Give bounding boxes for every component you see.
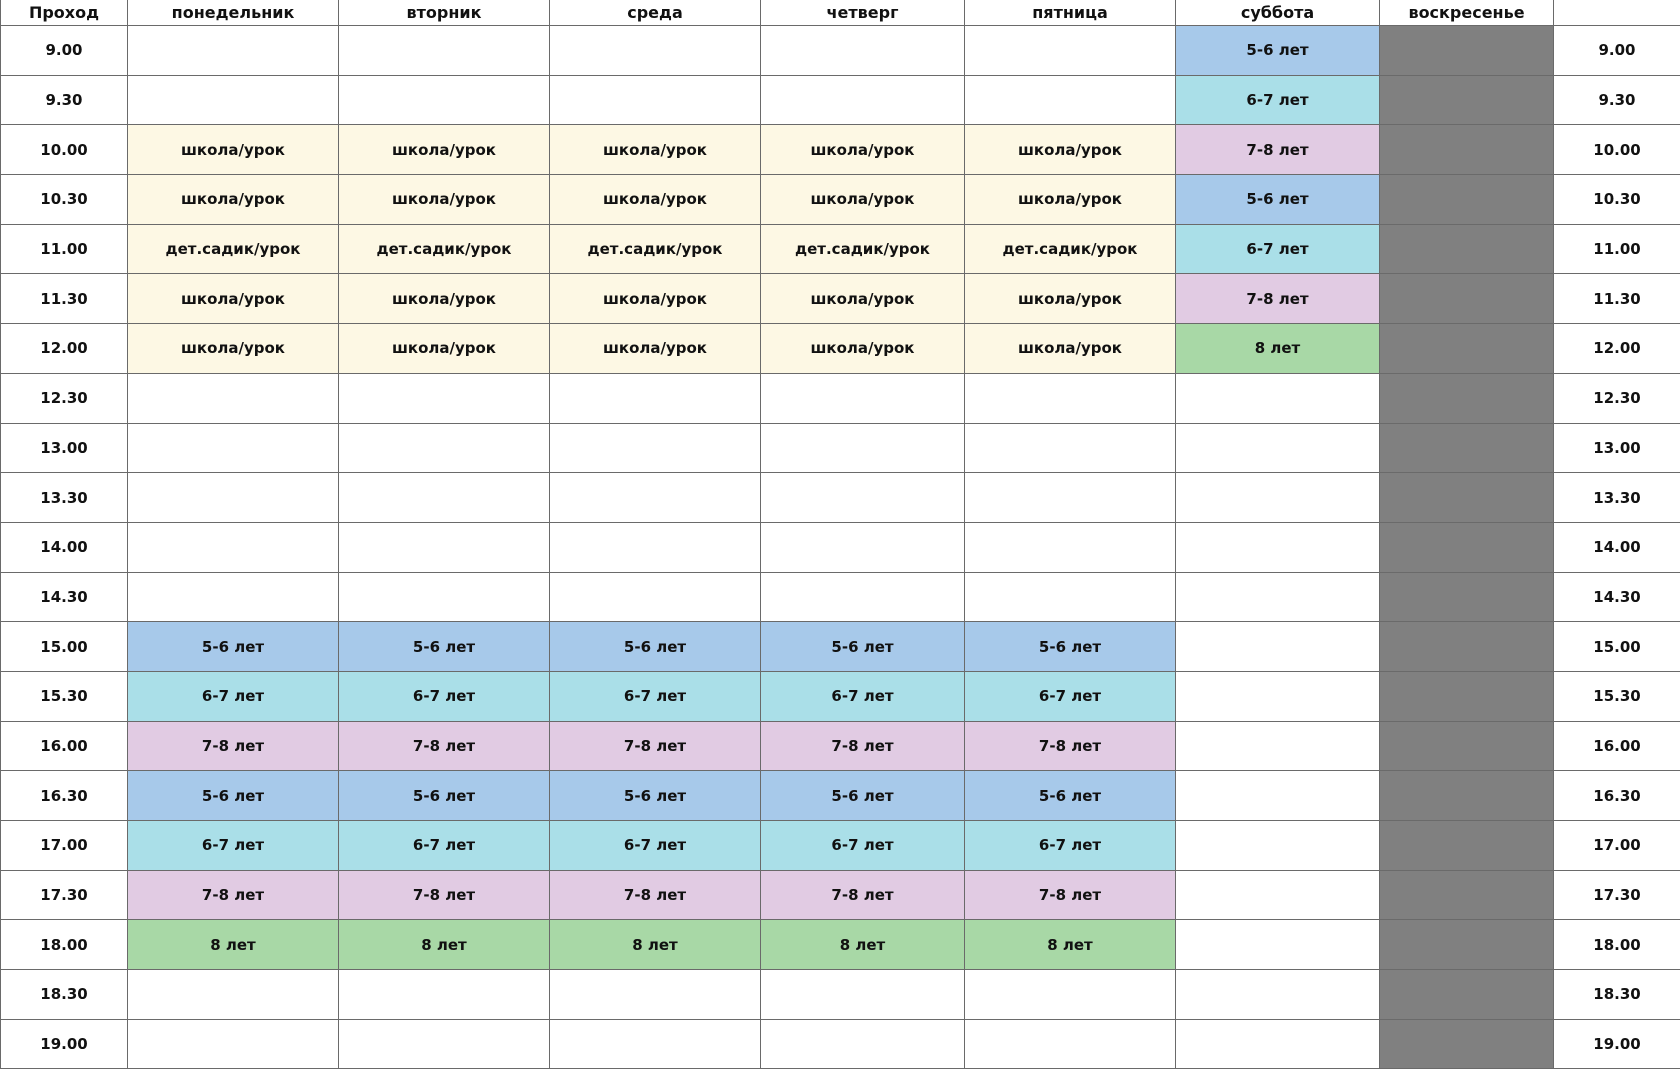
slot-cell-saturday[interactable] (1176, 671, 1380, 721)
slot-cell-tuesday[interactable] (339, 1019, 550, 1069)
slot-cell-saturday[interactable] (1176, 970, 1380, 1020)
slot-cell-thursday[interactable] (761, 473, 965, 523)
schedule-row (1, 970, 1680, 1020)
slot-cell-tuesday[interactable] (339, 26, 550, 76)
slot-cell-wednesday[interactable] (550, 75, 761, 125)
schedule-row (1, 771, 1680, 821)
slot-cell-thursday[interactable] (761, 572, 965, 622)
slot-cell-friday[interactable]: дет.садик/урок (965, 224, 1176, 274)
slot-cell-friday[interactable] (965, 26, 1176, 76)
slot-cell-monday[interactable] (128, 522, 339, 572)
slot-cell-monday[interactable] (128, 1019, 339, 1069)
time-cell-right[interactable]: 11.30 (1554, 274, 1680, 324)
schedule-row (1, 274, 1680, 324)
slot-cell-friday[interactable]: школа/урок (965, 324, 1176, 374)
slot-cell-thursday[interactable]: 7-8 лет (761, 721, 965, 771)
slot-cell-saturday[interactable]: 6-7 лет (1176, 224, 1380, 274)
schedule-row (1, 821, 1680, 871)
slot-cell-tuesday[interactable]: школа/урок (339, 324, 550, 374)
slot-cell-monday[interactable]: школа/урок (128, 274, 339, 324)
time-cell-right[interactable]: 18.00 (1554, 920, 1680, 970)
slot-cell-tuesday[interactable]: дет.садик/урок (339, 224, 550, 274)
schedule-row (1, 26, 1680, 76)
time-cell[interactable]: 16.00 (1, 721, 128, 771)
slot-cell-thursday[interactable] (761, 423, 965, 473)
slot-cell-wednesday[interactable] (550, 26, 761, 76)
slot-cell-sunday[interactable] (1380, 970, 1554, 1020)
schedule-row (1, 572, 1680, 622)
slot-cell-friday[interactable]: 6-7 лет (965, 821, 1176, 871)
time-cell[interactable]: 15.00 (1, 622, 128, 672)
slot-cell-monday[interactable]: 7-8 лет (128, 721, 339, 771)
slot-cell-monday[interactable] (128, 970, 339, 1020)
slot-cell-wednesday[interactable]: школа/урок (550, 125, 761, 175)
schedule-row (1, 224, 1680, 274)
slot-cell-saturday[interactable]: 7-8 лет (1176, 125, 1380, 175)
slot-cell-thursday[interactable]: школа/урок (761, 274, 965, 324)
slot-cell-friday[interactable]: 5-6 лет (965, 622, 1176, 672)
slot-cell-wednesday[interactable]: 6-7 лет (550, 671, 761, 721)
slot-cell-monday[interactable]: школа/урок (128, 324, 339, 374)
time-cell-right[interactable]: 14.00 (1554, 522, 1680, 572)
slot-cell-monday[interactable] (128, 373, 339, 423)
slot-cell-saturday[interactable] (1176, 522, 1380, 572)
schedule-row (1, 1019, 1680, 1069)
slot-cell-saturday[interactable] (1176, 771, 1380, 821)
slot-cell-thursday[interactable] (761, 1019, 965, 1069)
slot-cell-saturday[interactable] (1176, 572, 1380, 622)
time-cell[interactable]: 18.30 (1, 970, 128, 1020)
slot-cell-saturday[interactable]: 5-6 лет (1176, 26, 1380, 76)
time-cell[interactable]: 12.30 (1, 373, 128, 423)
slot-cell-monday[interactable]: 5-6 лет (128, 622, 339, 672)
time-cell[interactable]: 17.00 (1, 821, 128, 871)
slot-cell-friday[interactable]: 8 лет (965, 920, 1176, 970)
slot-cell-friday[interactable] (965, 423, 1176, 473)
slot-cell-saturday[interactable] (1176, 423, 1380, 473)
slot-cell-thursday[interactable]: школа/урок (761, 175, 965, 225)
time-cell-right[interactable]: 12.00 (1554, 324, 1680, 374)
schedule-row (1, 473, 1680, 523)
time-cell[interactable]: 13.00 (1, 423, 128, 473)
slot-cell-monday[interactable]: 6-7 лет (128, 671, 339, 721)
time-cell[interactable]: 10.30 (1, 175, 128, 225)
slot-cell-monday[interactable]: школа/урок (128, 175, 339, 225)
schedule-row (1, 522, 1680, 572)
slot-cell-tuesday[interactable] (339, 423, 550, 473)
schedule-row (1, 125, 1680, 175)
slot-cell-sunday[interactable] (1380, 721, 1554, 771)
slot-cell-friday[interactable] (965, 1019, 1176, 1069)
slot-cell-wednesday[interactable] (550, 572, 761, 622)
slot-cell-tuesday[interactable] (339, 75, 550, 125)
slot-cell-monday[interactable] (128, 473, 339, 523)
slot-cell-friday[interactable]: школа/урок (965, 175, 1176, 225)
slot-cell-tuesday[interactable]: школа/урок (339, 125, 550, 175)
slot-cell-monday[interactable] (128, 572, 339, 622)
slot-cell-tuesday[interactable]: 5-6 лет (339, 622, 550, 672)
slot-cell-wednesday[interactable]: школа/урок (550, 175, 761, 225)
slot-cell-monday[interactable]: 5-6 лет (128, 771, 339, 821)
slot-cell-saturday[interactable]: 7-8 лет (1176, 274, 1380, 324)
day-header-wednesday[interactable]: среда (550, 0, 761, 26)
schedule-row (1, 324, 1680, 374)
slot-cell-saturday[interactable]: 8 лет (1176, 324, 1380, 374)
slot-cell-saturday[interactable] (1176, 920, 1380, 970)
slot-cell-thursday[interactable] (761, 75, 965, 125)
slot-cell-thursday[interactable]: школа/урок (761, 125, 965, 175)
slot-cell-sunday[interactable] (1380, 26, 1554, 76)
time-cell[interactable]: 11.00 (1, 224, 128, 274)
time-cell[interactable]: 9.30 (1, 75, 128, 125)
time-cell-right[interactable]: 9.00 (1554, 26, 1680, 76)
slot-cell-wednesday[interactable] (550, 473, 761, 523)
time-cell-right[interactable]: 14.30 (1554, 572, 1680, 622)
schedule-row (1, 373, 1680, 423)
slot-cell-tuesday[interactable] (339, 572, 550, 622)
time-cell-right[interactable]: 17.30 (1554, 870, 1680, 920)
schedule-row (1, 622, 1680, 672)
slot-cell-sunday[interactable] (1380, 324, 1554, 374)
slot-cell-friday[interactable]: 5-6 лет (965, 771, 1176, 821)
time-cell-right[interactable]: 16.30 (1554, 771, 1680, 821)
slot-cell-sunday[interactable] (1380, 473, 1554, 523)
slot-cell-wednesday[interactable] (550, 1019, 761, 1069)
slot-cell-tuesday[interactable] (339, 373, 550, 423)
time-cell-right[interactable]: 13.00 (1554, 423, 1680, 473)
slot-cell-friday[interactable]: 7-8 лет (965, 870, 1176, 920)
slot-cell-thursday[interactable]: 5-6 лет (761, 771, 965, 821)
time-cell[interactable]: 14.30 (1, 572, 128, 622)
schedule-row (1, 870, 1680, 920)
schedule-row (1, 671, 1680, 721)
slot-cell-wednesday[interactable] (550, 423, 761, 473)
slot-cell-wednesday[interactable] (550, 373, 761, 423)
slot-cell-wednesday[interactable]: 7-8 лет (550, 870, 761, 920)
schedule-body (1, 26, 1680, 1069)
day-header-monday[interactable]: понедельник (128, 0, 339, 26)
day-header-friday[interactable]: пятница (965, 0, 1176, 26)
time-cell-right[interactable]: 19.00 (1554, 1019, 1680, 1069)
day-header-tuesday[interactable]: вторник (339, 0, 550, 26)
slot-cell-saturday[interactable] (1176, 821, 1380, 871)
slot-cell-sunday[interactable] (1380, 622, 1554, 672)
slot-cell-sunday[interactable] (1380, 373, 1554, 423)
slot-cell-tuesday[interactable]: 7-8 лет (339, 870, 550, 920)
time-cell[interactable]: 19.00 (1, 1019, 128, 1069)
slot-cell-friday[interactable]: 7-8 лет (965, 721, 1176, 771)
slot-cell-wednesday[interactable] (550, 522, 761, 572)
slot-cell-wednesday[interactable]: школа/урок (550, 274, 761, 324)
slot-cell-wednesday[interactable]: 6-7 лет (550, 821, 761, 871)
slot-cell-sunday[interactable] (1380, 920, 1554, 970)
slot-cell-saturday[interactable] (1176, 622, 1380, 672)
slot-cell-sunday[interactable] (1380, 274, 1554, 324)
slot-cell-friday[interactable] (965, 970, 1176, 1020)
slot-cell-thursday[interactable] (761, 26, 965, 76)
schedule-row (1, 423, 1680, 473)
slot-cell-friday[interactable] (965, 522, 1176, 572)
time-cell[interactable]: 10.00 (1, 125, 128, 175)
slot-cell-sunday[interactable] (1380, 821, 1554, 871)
slot-cell-tuesday[interactable]: 7-8 лет (339, 721, 550, 771)
slot-cell-tuesday[interactable]: 6-7 лет (339, 671, 550, 721)
time-cell-right[interactable]: 15.00 (1554, 622, 1680, 672)
slot-cell-saturday[interactable] (1176, 373, 1380, 423)
time-cell[interactable]: 17.30 (1, 870, 128, 920)
slot-cell-wednesday[interactable]: школа/урок (550, 324, 761, 374)
slot-cell-saturday[interactable]: 6-7 лет (1176, 75, 1380, 125)
slot-cell-monday[interactable] (128, 26, 339, 76)
slot-cell-thursday[interactable] (761, 970, 965, 1020)
slot-cell-sunday[interactable] (1380, 423, 1554, 473)
slot-cell-friday[interactable] (965, 75, 1176, 125)
slot-cell-monday[interactable]: 7-8 лет (128, 870, 339, 920)
slot-cell-wednesday[interactable]: дет.садик/урок (550, 224, 761, 274)
slot-cell-sunday[interactable] (1380, 771, 1554, 821)
slot-cell-wednesday[interactable]: 8 лет (550, 920, 761, 970)
header-row (1, 0, 1680, 26)
time-cell[interactable]: 11.30 (1, 274, 128, 324)
slot-cell-sunday[interactable] (1380, 572, 1554, 622)
slot-cell-tuesday[interactable] (339, 473, 550, 523)
slot-cell-saturday[interactable] (1176, 473, 1380, 523)
time-cell-right[interactable]: 13.30 (1554, 473, 1680, 523)
slot-cell-thursday[interactable] (761, 373, 965, 423)
schedule-row (1, 920, 1680, 970)
slot-cell-sunday[interactable] (1380, 1019, 1554, 1069)
slot-cell-thursday[interactable]: 5-6 лет (761, 622, 965, 672)
slot-cell-tuesday[interactable]: 8 лет (339, 920, 550, 970)
slot-cell-sunday[interactable] (1380, 175, 1554, 225)
time-cell-right[interactable]: 10.30 (1554, 175, 1680, 225)
slot-cell-tuesday[interactable]: школа/урок (339, 274, 550, 324)
time-cell-right[interactable]: 16.00 (1554, 721, 1680, 771)
slot-cell-monday[interactable]: 6-7 лет (128, 821, 339, 871)
right-time-column-header[interactable] (1554, 0, 1680, 26)
day-header-sunday[interactable]: воскресенье (1380, 0, 1554, 26)
time-cell[interactable]: 16.30 (1, 771, 128, 821)
slot-cell-thursday[interactable]: 8 лет (761, 920, 965, 970)
slot-cell-monday[interactable] (128, 423, 339, 473)
slot-cell-tuesday[interactable]: 6-7 лет (339, 821, 550, 871)
slot-cell-saturday[interactable]: 5-6 лет (1176, 175, 1380, 225)
slot-cell-sunday[interactable] (1380, 75, 1554, 125)
slot-cell-wednesday[interactable]: 7-8 лет (550, 721, 761, 771)
slot-cell-tuesday[interactable]: школа/урок (339, 175, 550, 225)
slot-cell-friday[interactable]: школа/урок (965, 125, 1176, 175)
time-cell-right[interactable]: 9.30 (1554, 75, 1680, 125)
slot-cell-friday[interactable] (965, 572, 1176, 622)
slot-cell-friday[interactable]: 6-7 лет (965, 671, 1176, 721)
slot-cell-tuesday[interactable] (339, 522, 550, 572)
slot-cell-thursday[interactable]: 7-8 лет (761, 870, 965, 920)
slot-cell-tuesday[interactable]: 5-6 лет (339, 771, 550, 821)
slot-cell-thursday[interactable]: дет.садик/урок (761, 224, 965, 274)
day-header-thursday[interactable]: четверг (761, 0, 965, 26)
time-cell[interactable]: 12.00 (1, 324, 128, 374)
slot-cell-sunday[interactable] (1380, 224, 1554, 274)
time-cell[interactable]: 13.30 (1, 473, 128, 523)
slot-cell-thursday[interactable]: 6-7 лет (761, 821, 965, 871)
slot-cell-friday[interactable]: школа/урок (965, 274, 1176, 324)
day-header-saturday[interactable]: суббота (1176, 0, 1380, 26)
slot-cell-monday[interactable]: школа/урок (128, 125, 339, 175)
time-cell-right[interactable]: 12.30 (1554, 373, 1680, 423)
time-cell[interactable]: 9.00 (1, 26, 128, 76)
slot-cell-monday[interactable]: 8 лет (128, 920, 339, 970)
slot-cell-monday[interactable]: дет.садик/урок (128, 224, 339, 274)
time-column-header[interactable]: Проход (1, 0, 128, 26)
slot-cell-wednesday[interactable] (550, 970, 761, 1020)
slot-cell-thursday[interactable]: школа/урок (761, 324, 965, 374)
slot-cell-saturday[interactable] (1176, 1019, 1380, 1069)
time-cell[interactable]: 14.00 (1, 522, 128, 572)
slot-cell-tuesday[interactable] (339, 970, 550, 1020)
slot-cell-sunday[interactable] (1380, 671, 1554, 721)
slot-cell-sunday[interactable] (1380, 870, 1554, 920)
slot-cell-monday[interactable] (128, 75, 339, 125)
slot-cell-wednesday[interactable]: 5-6 лет (550, 771, 761, 821)
slot-cell-saturday[interactable] (1176, 721, 1380, 771)
schedule-row (1, 175, 1680, 225)
schedule-row (1, 75, 1680, 125)
slot-cell-friday[interactable] (965, 373, 1176, 423)
time-cell-right[interactable]: 11.00 (1554, 224, 1680, 274)
time-cell-right[interactable]: 15.30 (1554, 671, 1680, 721)
slot-cell-saturday[interactable] (1176, 870, 1380, 920)
slot-cell-thursday[interactable]: 6-7 лет (761, 671, 965, 721)
time-cell[interactable]: 18.00 (1, 920, 128, 970)
slot-cell-thursday[interactable] (761, 522, 965, 572)
slot-cell-wednesday[interactable]: 5-6 лет (550, 622, 761, 672)
slot-cell-sunday[interactable] (1380, 125, 1554, 175)
time-cell[interactable]: 15.30 (1, 671, 128, 721)
time-cell-right[interactable]: 10.00 (1554, 125, 1680, 175)
slot-cell-friday[interactable] (965, 473, 1176, 523)
schedule-row (1, 721, 1680, 771)
slot-cell-sunday[interactable] (1380, 522, 1554, 572)
time-cell-right[interactable]: 17.00 (1554, 821, 1680, 871)
time-cell-right[interactable]: 18.30 (1554, 970, 1680, 1020)
